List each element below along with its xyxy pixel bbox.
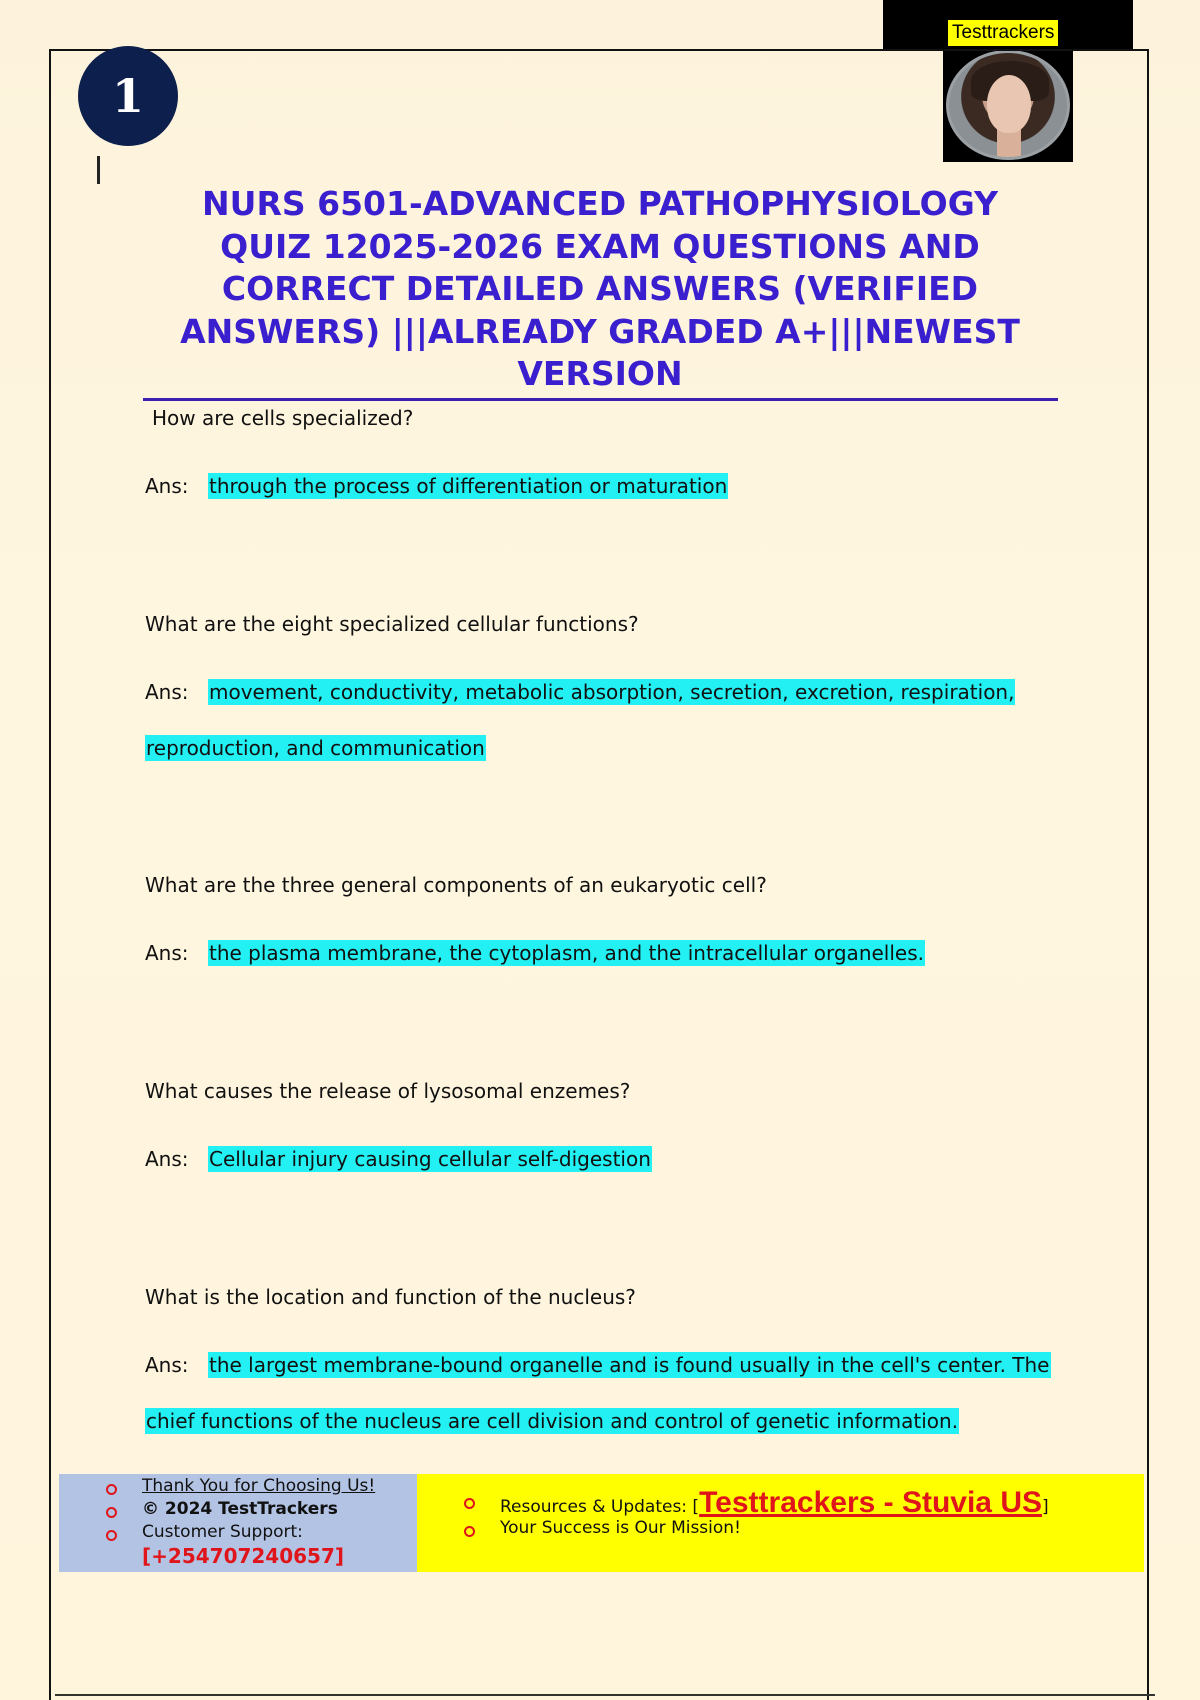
support-label: Customer Support: xyxy=(142,1522,303,1542)
answer-row xyxy=(145,678,1065,706)
resources-label: Resources & Updates: [ xyxy=(500,1497,700,1517)
circle-bullet-icon xyxy=(464,1498,475,1509)
answer-row xyxy=(145,1351,1065,1379)
question-text: What are the three general components of an eukaryotic cell? xyxy=(145,873,767,897)
answer-text: chief functions of the nucleus are cell division and control of genetic information. xyxy=(146,1409,959,1433)
brand-tag: Testtrackers xyxy=(948,20,1058,46)
circle-bullet-icon xyxy=(106,1530,117,1541)
title-line: NURS 6501-ADVANCED PATHOPHYSIOLOGY xyxy=(202,184,998,223)
ans-label: Ans: xyxy=(145,1147,189,1171)
ans-label: Ans: xyxy=(145,680,189,704)
ans-label: Ans: xyxy=(145,474,189,498)
ans-label: Ans: xyxy=(145,1353,189,1377)
support-phone-link[interactable]: [+254707240657] xyxy=(142,1544,345,1568)
answer-text: the largest membrane-bound organelle and is found usually in the cell's center. The xyxy=(209,1353,1050,1377)
answer-text: movement, conductivity, metabolic absorption, secretion, excretion, respiration, xyxy=(209,680,1015,704)
title-line: ANSWERS) |||ALREADY GRADED A+|||NEWEST xyxy=(180,311,1020,351)
stuvia-link[interactable]: Testtrackers - Stuvia US xyxy=(699,1486,1042,1519)
ans-label: Ans: xyxy=(145,941,189,965)
footer-left-panel xyxy=(59,1474,417,1572)
title-line: CORRECT DETAILED ANSWERS (VERIFIED xyxy=(221,269,979,308)
question-text: What are the eight specialized cellular functions? xyxy=(145,612,639,636)
qa-item xyxy=(145,610,1065,762)
page-number-badge: 1 xyxy=(78,46,178,146)
qa-item xyxy=(145,1077,1065,1173)
mission-text: Your Success is Our Mission! xyxy=(500,1518,741,1538)
answer-row xyxy=(145,1145,1065,1173)
resources-row xyxy=(500,1486,1049,1520)
qa-item xyxy=(145,404,1065,500)
circle-bullet-icon xyxy=(464,1526,475,1537)
thanks-text: Thank You for Choosing Us! xyxy=(142,1476,376,1496)
text-cursor xyxy=(97,156,100,184)
qa-item xyxy=(145,1283,1065,1435)
document-title xyxy=(150,183,1050,396)
circle-bullet-icon xyxy=(106,1507,117,1518)
title-line: VERSION xyxy=(517,354,683,393)
answer-text: Cellular injury causing cellular self-digestion xyxy=(209,1147,651,1171)
title-line: QUIZ 12025-2026 EXAM QUESTIONS AND xyxy=(220,226,980,266)
qa-item xyxy=(145,871,1065,967)
resources-close: ] xyxy=(1042,1497,1049,1517)
question-text: How are cells specialized? xyxy=(152,406,414,430)
footer-right-panel xyxy=(417,1474,1144,1572)
answer-text: through the process of differentiation or maturation xyxy=(209,474,728,498)
answer-text: the plasma membrane, the cytoplasm, and the intracellular organelles. xyxy=(209,941,924,965)
page-bottom-border xyxy=(55,1694,1155,1696)
answer-continuation xyxy=(145,1407,1065,1435)
circle-bullet-icon xyxy=(106,1484,117,1495)
footer-banner xyxy=(59,1474,1144,1572)
question-text: What is the location and function of the nucleus? xyxy=(145,1285,636,1309)
answer-row xyxy=(145,939,1065,967)
answer-row xyxy=(145,472,1065,500)
question-text: What causes the release of lysosomal enzemes? xyxy=(145,1079,631,1103)
answer-text: reproduction, and communication xyxy=(146,736,485,760)
answer-continuation xyxy=(145,734,1065,762)
title-divider xyxy=(143,398,1058,401)
copyright-text: © 2024 TestTrackers xyxy=(142,1499,338,1519)
